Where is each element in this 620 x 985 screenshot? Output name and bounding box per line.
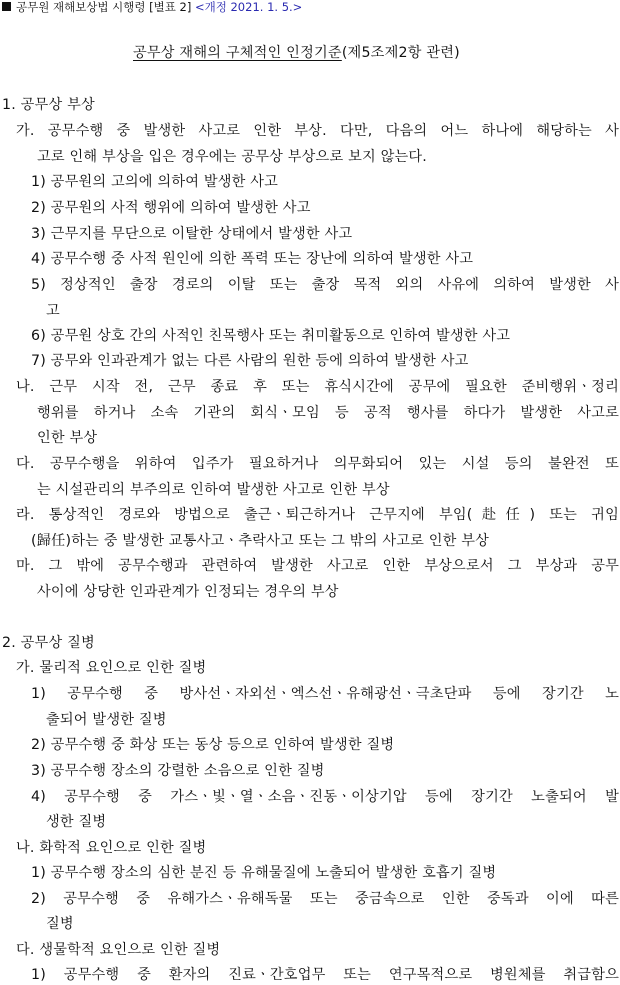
- item-text: 나. 화학적 요인으로 인한 질병: [16, 840, 207, 856]
- subitem-text: 질병: [46, 916, 74, 932]
- subitem-text: 1) 공무수행 중 방사선ㆍ자외선ㆍ엑스선ㆍ유해광선ㆍ극초단파 등에 장기간 노: [31, 686, 619, 702]
- subitem-text: 출되어 발생한 질병: [46, 712, 167, 728]
- subitem-text: 생한 질병: [46, 814, 107, 830]
- item-text: 가. 물리적 요인으로 인한 질병: [16, 660, 207, 676]
- subitem-text: 6) 공무원 상호 간의 사적인 친목행사 또는 취미활동으로 인하여 발생한 사고: [31, 328, 511, 344]
- item-text: 행위를 하거나 소속 기관의 회식ㆍ모임 등 공적 행사를 하다가 발생한 사고로: [37, 405, 619, 421]
- subitem-text: 고: [46, 303, 60, 319]
- subitem-text: 2) 공무수행 중 화상 또는 동상 등으로 인하여 발생한 질병: [31, 737, 395, 753]
- item-text: 나. 근무 시작 전, 근무 종료 후 또는 휴식시간에 공무에 필요한 준비행위ㆍ정리: [16, 379, 619, 395]
- subitem-text: 1) 공무수행 장소의 심한 분진 등 유해물질에 노출되어 발생한 호흡기 질병: [31, 865, 497, 881]
- item-text: 가. 공무수행 중 발생한 사고로 인한 부상. 다만, 다음의 어느 하나에 해당하는 사: [16, 123, 619, 139]
- item-text: 인한 부상: [37, 430, 98, 446]
- subitem-text: 3) 근무지를 무단으로 이탈한 상태에서 발생한 사고: [31, 226, 353, 242]
- item-text: 는 시설관리의 부주의로 인하여 발생한 사고로 인한 부상: [37, 482, 390, 498]
- title-note: (제5조제2항 관련): [341, 45, 460, 61]
- item-text: 라. 통상적인 경로와 방법으로 출근ㆍ퇴근하거나 근무지에 부임(赴任) 또는 귀임: [16, 507, 619, 523]
- subitem-text: 7) 공무와 인과관계가 없는 다른 사람의 원한 등에 의하여 발생한 사고: [31, 353, 469, 369]
- item-text: 마. 그 밖에 공무수행과 관련하여 발생한 사고로 인한 부상으로서 그 부상과 공무: [16, 558, 619, 574]
- item-text: 다. 공무수행을 위하여 입주가 필요하거나 의무화되어 있는 시설 등의 불완전 또: [16, 456, 619, 472]
- subitem-text: 5) 정상적인 출장 경로의 이탈 또는 출장 목적 외의 사유에 의하여 발생한 사: [31, 277, 619, 293]
- section-heading: 1. 공무상 부상: [2, 97, 95, 113]
- section-heading: 2. 공무상 질병: [2, 635, 95, 651]
- item-text: (歸任)하는 중 발생한 교통사고ㆍ추락사고 또는 그 밖의 사고로 인한 부상: [31, 533, 490, 549]
- title-main: 공무상 재해의 구체적인 인정기준: [133, 45, 342, 61]
- square-bullet-icon: [2, 2, 11, 11]
- subitem-text: 1) 공무원의 고의에 의하여 발생한 사고: [31, 174, 279, 190]
- item-text: 고로 인해 부상을 입은 경우에는 공무상 부상으로 보지 않는다.: [37, 149, 428, 165]
- header-text: 공무원 재해보상법 시행령 [별표 2]: [16, 0, 192, 14]
- subitem-text: 2) 공무원의 사적 행위에 의하여 발생한 사고: [31, 200, 311, 216]
- subitem-text: 3) 공무수행 장소의 강렬한 소음으로 인한 질병: [31, 763, 325, 779]
- page-title: [133, 43, 460, 63]
- subitem-text: 4) 공무수행 중 사적 원인에 의한 폭력 또는 장난에 의하여 발생한 사고: [31, 251, 474, 267]
- subitem-text: 1) 공무수행 중 환자의 진료ㆍ간호업무 또는 연구목적으로 병원체를 취급함으: [31, 967, 619, 983]
- document-header: [2, 0, 302, 14]
- subitem-text: 2) 공무수행 중 유해가스ㆍ유해독물 또는 중금속으로 인한 중독과 이에 따른: [31, 891, 619, 907]
- item-text: 다. 생물학적 요인으로 인한 질병: [16, 942, 221, 958]
- item-text: 사이에 상당한 인과관계가 인정되는 경우의 부상: [37, 584, 339, 600]
- revision-note: <개정 2021. 1. 5.>: [194, 0, 303, 14]
- subitem-text: 4) 공무수행 중 가스ㆍ빛ㆍ열ㆍ소음ㆍ진동ㆍ이상기압 등에 장기간 노출되어 발: [31, 789, 619, 805]
